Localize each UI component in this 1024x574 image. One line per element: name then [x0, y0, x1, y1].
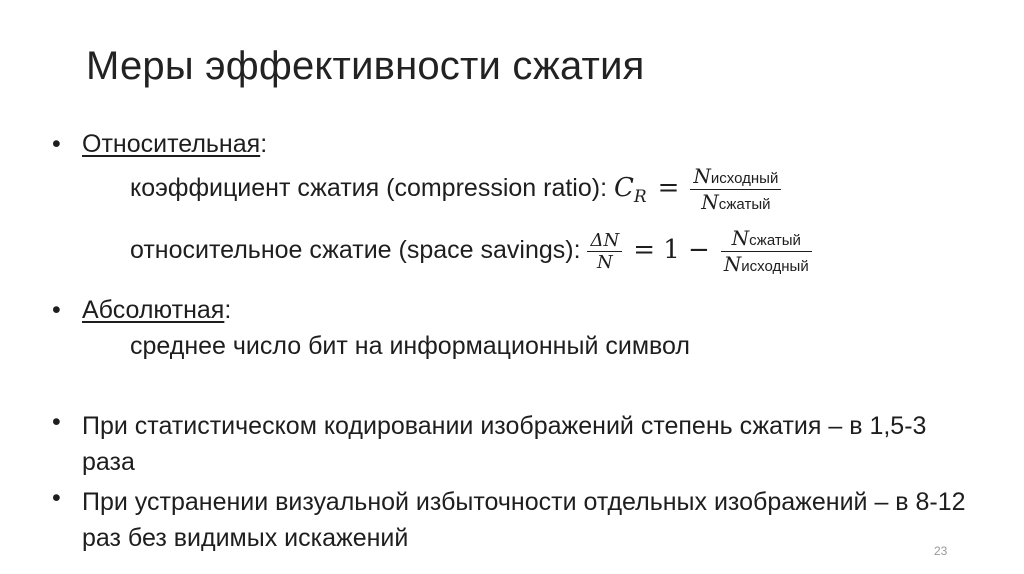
ss-numerator: Nсжатый [721, 226, 812, 252]
bullet-dot: • [52, 408, 61, 436]
ss-denominator: Nисходный [723, 252, 809, 276]
equals-one-minus: = 1 − [633, 235, 710, 266]
relative-colon: : [260, 130, 268, 158]
ss-fraction [721, 226, 812, 277]
delta-fraction [587, 230, 622, 273]
page-number: 23 [934, 544, 948, 558]
relative-heading [82, 130, 267, 159]
relative-label: Относительная [82, 130, 261, 158]
absolute-colon: : [224, 296, 232, 324]
delta-numerator: ΔN [587, 230, 622, 252]
space-savings-line [130, 226, 812, 277]
bullet-dot: • [52, 484, 61, 512]
cr-fraction [690, 164, 781, 215]
space-savings-text: относительное сжатие (space savings): [130, 236, 588, 265]
equals-sign: = [657, 173, 680, 204]
bullet-dot: • [52, 296, 61, 324]
absolute-heading [82, 296, 231, 325]
cr-numerator: Nисходный [690, 164, 781, 190]
cr-denominator: Nсжатый [701, 190, 771, 214]
cr-symbol: $C_R$ [613, 173, 647, 208]
note-text: При устранении визуальной избыточности отдельных изображений – в 8-12 раз без видимых искажений [82, 488, 966, 552]
compression-ratio-line [130, 164, 781, 215]
bullet-dot: • [52, 130, 61, 158]
note-text: При статистическом кодировании изображений степень сжатия – в 1,5-3 раза [82, 412, 927, 476]
delta-denominator: N [596, 252, 613, 273]
absolute-label: Абсолютная [82, 296, 225, 324]
slide-title: Меры эффективности сжатия [86, 44, 645, 88]
absolute-description: среднее число бит на информационный символ [130, 332, 690, 360]
compression-ratio-text: коэффициент сжатия (compression ratio): [130, 174, 614, 203]
